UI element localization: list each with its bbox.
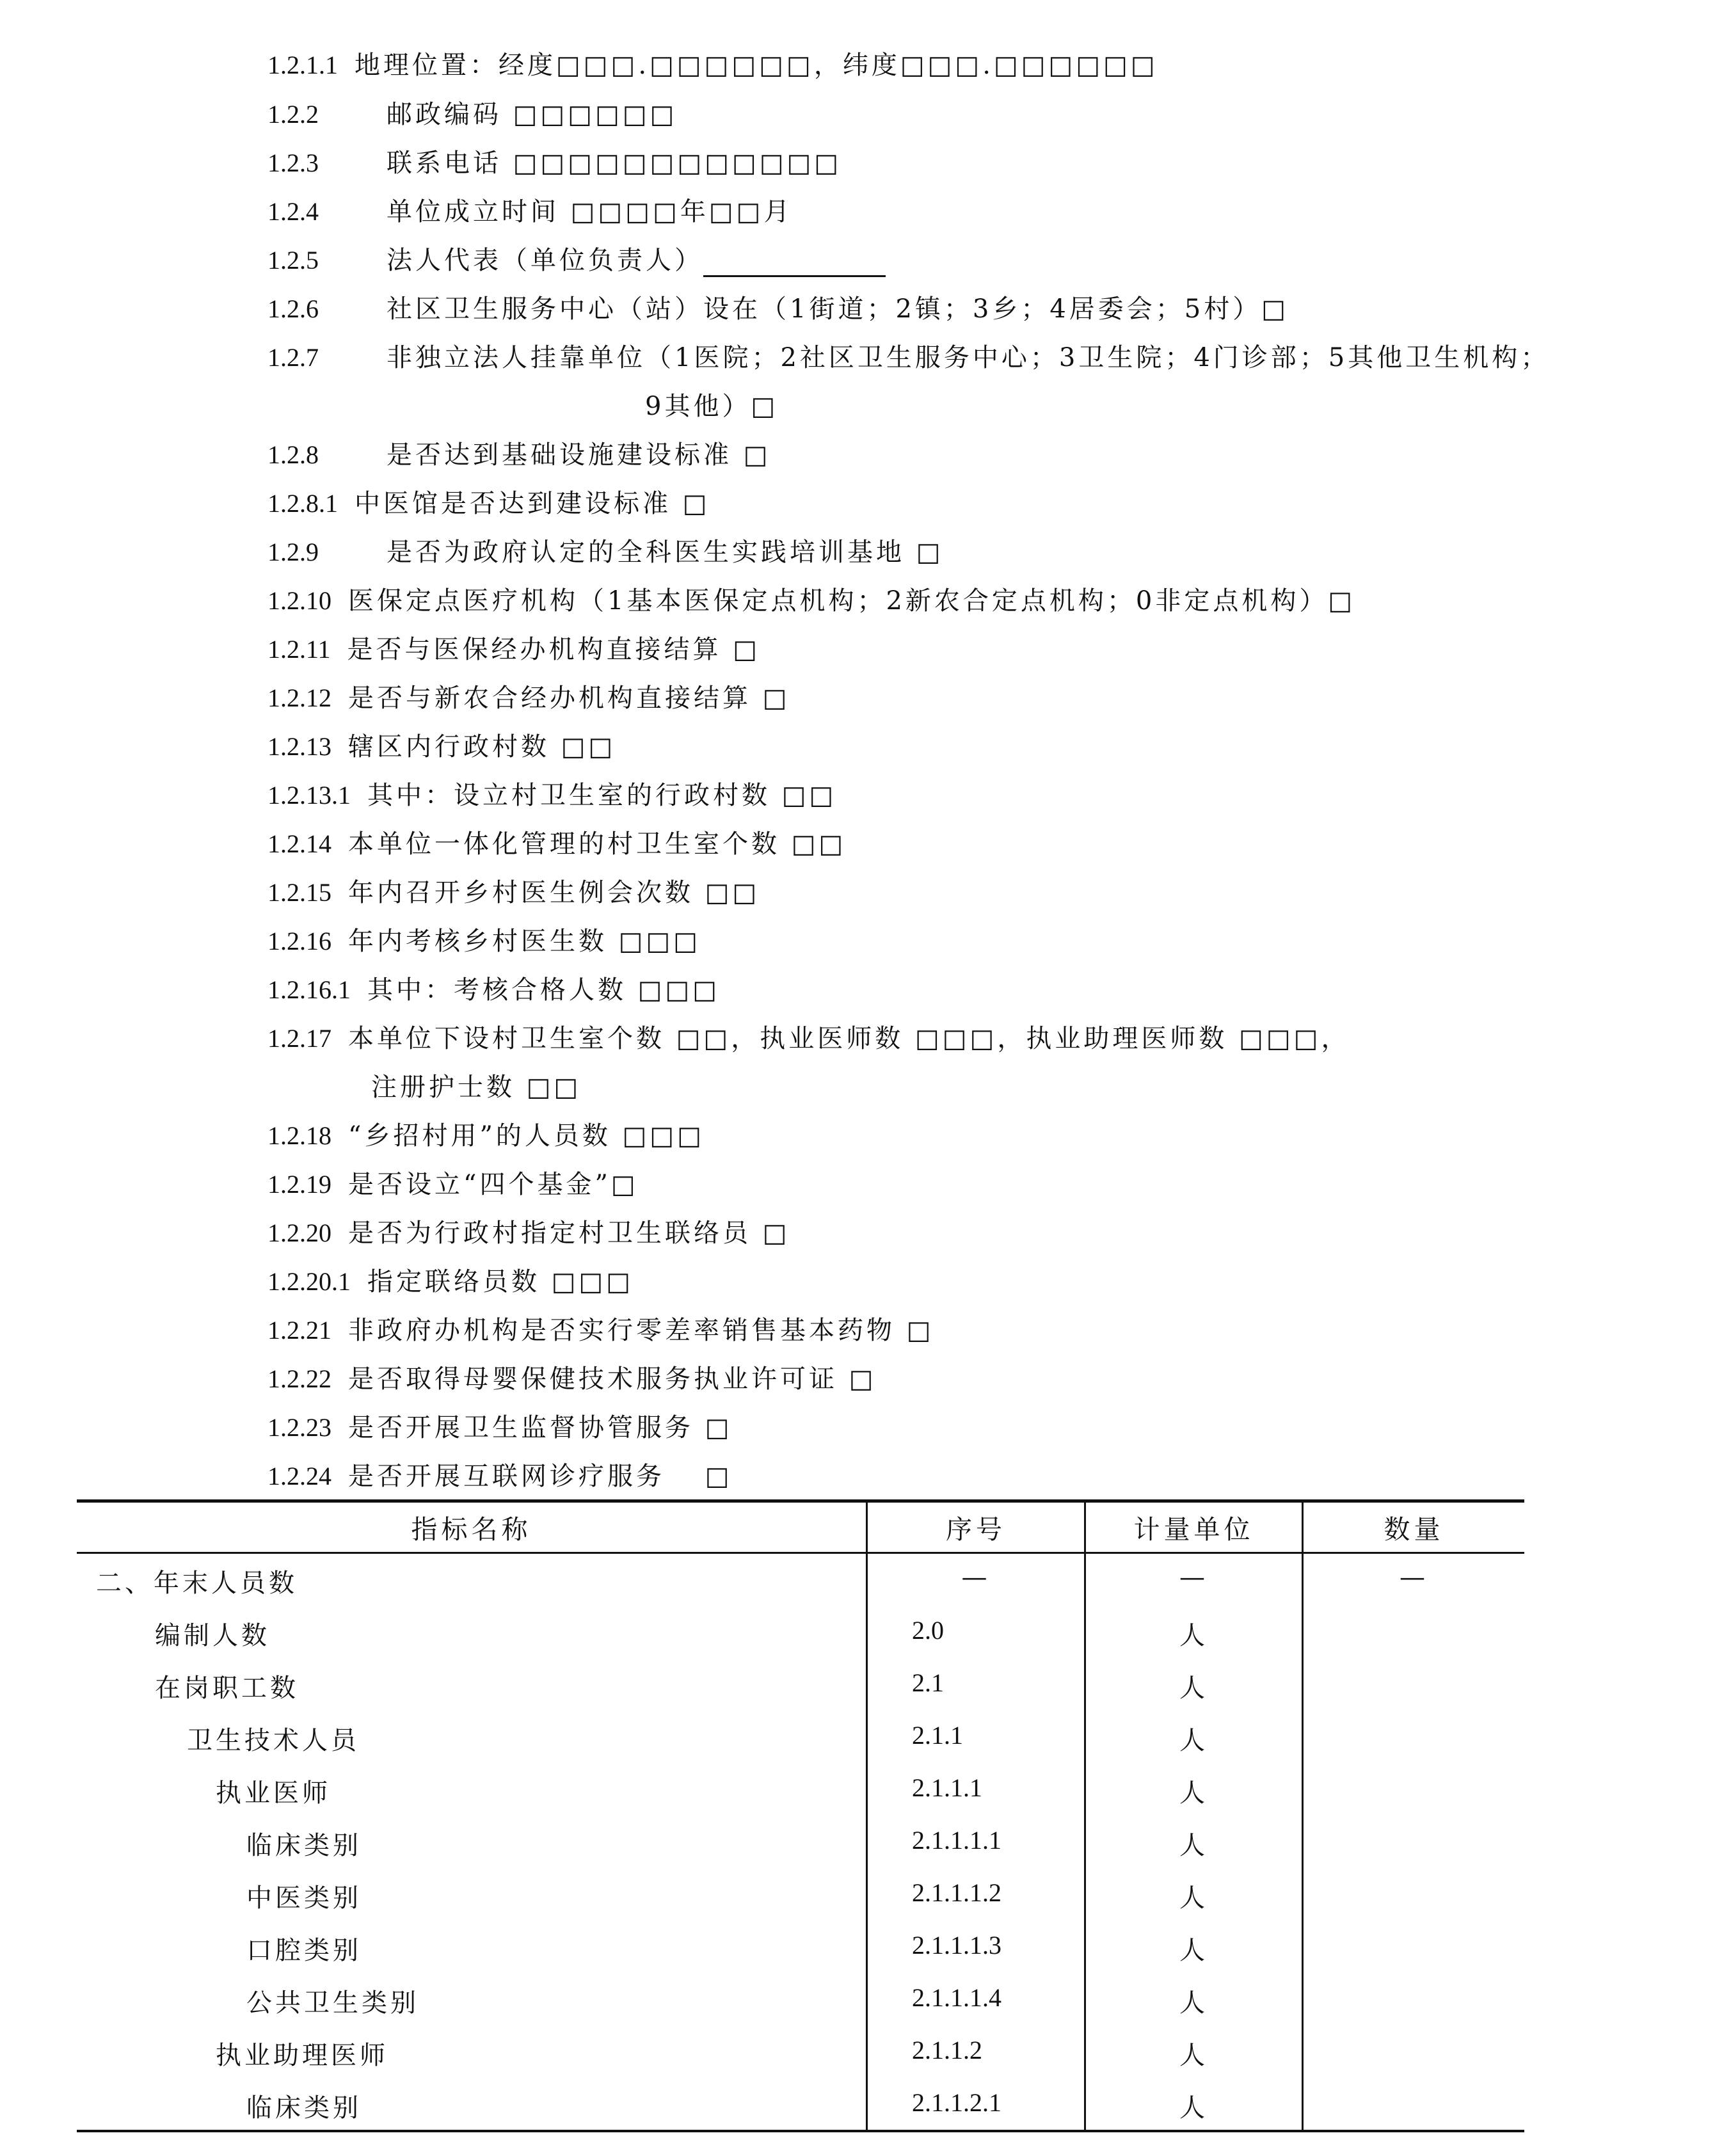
- table-row-unit: 人: [1179, 1673, 1208, 1703]
- table-row-unit: —: [1179, 1563, 1208, 1592]
- item-text: 本单位一体化管理的村卫生室个数 □□: [348, 829, 847, 859]
- item-number: 1.2.6: [267, 294, 319, 323]
- item-number: 1.2.16: [267, 927, 331, 955]
- item-text: 其中：设立村卫生室的行政村数 □□: [367, 781, 837, 810]
- table-row-name: 执业医师: [216, 1778, 331, 1808]
- table-row-unit: 人: [1179, 1936, 1208, 1965]
- table-row-seq: 2.0: [912, 1616, 944, 1645]
- table-row-name: 临床类别: [246, 1831, 362, 1860]
- form-item-1-2-19: [267, 1168, 639, 1201]
- item-number: 1.2.9: [267, 538, 319, 566]
- header-quantity: 数量: [1384, 1514, 1444, 1545]
- form-item-1-2-4: [267, 195, 792, 228]
- table-row-seq: 2.1.1.1: [912, 1773, 982, 1802]
- header-indicator-name: 指标名称: [411, 1514, 532, 1545]
- column-divider: [1302, 1501, 1304, 2130]
- item-text: 是否开展互联网诊疗服务 □: [348, 1462, 733, 1491]
- table-row-name: 在岗职工数: [155, 1673, 299, 1703]
- table-row-unit: 人: [1179, 1778, 1208, 1808]
- item-number: 1.2.12: [267, 683, 331, 712]
- item-text: “乡招村用”的人员数 □□□: [348, 1121, 705, 1151]
- form-item-1-2-14: [267, 827, 846, 861]
- form-item-1-2-15: [267, 876, 760, 909]
- item-text: 是否为政府认定的全科医生实践培训基地 □: [387, 538, 944, 567]
- item-text: 非政府办机构是否实行零差率销售基本药物 □: [348, 1316, 934, 1345]
- table-row-name: 编制人数: [155, 1621, 270, 1650]
- form-item-1-2-7-continuation: 9其他）□: [645, 392, 779, 421]
- form-item-1-2-9: [267, 536, 944, 569]
- item-number: 1.2.8: [267, 440, 319, 469]
- table-row-unit: 人: [1179, 1621, 1208, 1650]
- table-row-unit: 人: [1179, 1831, 1208, 1860]
- table-row-seq: 2.1.1.2.1: [912, 2088, 1001, 2117]
- item-text: 其中：考核合格人数 □□□: [367, 975, 721, 1005]
- form-item-1-2-22: [267, 1362, 877, 1396]
- item-number: 1.2.1.1: [267, 51, 338, 79]
- form-item-1-2-16-1: [267, 973, 720, 1007]
- table-row-name: 中医类别: [246, 1883, 362, 1913]
- table-row-seq: 2.1.1.1.3: [912, 1931, 1001, 1960]
- item-number: 1.2.2: [267, 100, 319, 129]
- item-number: 1.2.20.1: [267, 1267, 351, 1296]
- form-item-1-2-16: [267, 925, 701, 958]
- form-item-1-2-6: [267, 292, 1289, 326]
- table-row-name: 口腔类别: [246, 1936, 362, 1965]
- item-text: 辖区内行政村数 □□: [348, 732, 616, 762]
- item-number: 1.2.18: [267, 1121, 331, 1150]
- form-item-1-2-21: [267, 1314, 934, 1347]
- fill-in-line[interactable]: [703, 252, 886, 277]
- item-number: 1.2.5: [267, 246, 319, 275]
- item-number: 1.2.14: [267, 829, 331, 858]
- item-text: 是否与医保经办机构直接结算 □: [347, 635, 761, 664]
- table-row-unit: 人: [1179, 1726, 1208, 1755]
- form-item-1-2-12: [267, 682, 790, 715]
- form-item-1-2-13-1: [267, 779, 836, 812]
- item-text: 指定联络员数 □□□: [367, 1267, 634, 1297]
- item-number: 1.2.7: [267, 343, 319, 372]
- form-item-1-2-2: [267, 98, 677, 131]
- table-row-unit: 人: [1179, 2093, 1208, 2123]
- table-row-seq: 2.1.1.2: [912, 2036, 982, 2064]
- item-text: 法人代表（单位负责人）: [387, 246, 703, 275]
- item-number: 1.2.13.1: [267, 781, 351, 810]
- form-item-1-2-23: [267, 1411, 733, 1444]
- item-number: 1.2.16.1: [267, 975, 351, 1004]
- item-text: 非独立法人挂靠单位（1医院；2社区卫生服务中心；3卫生院；4门诊部；5其他卫生机构；: [387, 343, 1550, 372]
- table-bottom-rule: [77, 2130, 1524, 2132]
- form-item-1-2-17: [267, 1022, 1350, 1055]
- table-row-unit: 人: [1179, 1988, 1208, 2018]
- form-item-1-2-24: [267, 1460, 733, 1493]
- item-text: 是否为行政村指定村卫生联络员 □: [348, 1218, 790, 1248]
- item-number: 1.2.19: [267, 1170, 331, 1199]
- form-item-1-2-18: [267, 1119, 705, 1153]
- form-item-1-2-13: [267, 730, 616, 763]
- form-item-1-2-1-1: [267, 49, 1158, 82]
- header-unit: 计量单位: [1133, 1514, 1254, 1545]
- form-item-1-2-10: [267, 584, 1355, 618]
- form-item-1-2-11: [267, 633, 760, 666]
- item-number: 1.2.11: [267, 635, 331, 664]
- item-text: 社区卫生服务中心（站）设在（1街道；2镇；3乡；4居委会；5村）□: [387, 294, 1289, 324]
- item-text: 单位成立时间 □□□□年□□月: [387, 197, 793, 227]
- table-row-name: 公共卫生类别: [246, 1988, 419, 2018]
- item-text: 年内考核乡村医生数 □□□: [348, 927, 701, 956]
- form-item-1-2-8: [267, 438, 771, 472]
- item-text: 是否开展卫生监督协管服务 □: [348, 1413, 733, 1442]
- form-item-1-2-20: [267, 1217, 790, 1250]
- item-number: 1.2.23: [267, 1413, 331, 1442]
- item-number: 1.2.3: [267, 148, 319, 177]
- table-row-seq: 2.1.1: [912, 1721, 963, 1750]
- item-text: 中医馆是否达到建设标准 □: [355, 489, 710, 518]
- table-row-qty[interactable]: —: [1400, 1563, 1428, 1592]
- item-number: 1.2.15: [267, 878, 331, 907]
- form-item-1-2-7: [267, 341, 1549, 374]
- item-text: 本单位下设村卫生室个数 □□，执业医师数 □□□，执业助理医师数 □□□，: [348, 1024, 1350, 1053]
- table-row-unit: 人: [1179, 2041, 1208, 2070]
- item-number: 1.2.21: [267, 1316, 331, 1345]
- header-sequence: 序号: [946, 1514, 1006, 1545]
- table-row-seq: 2.1.1.1.4: [912, 1983, 1001, 2012]
- table-row-seq: —: [961, 1563, 991, 1592]
- table-row-seq: 2.1: [912, 1668, 944, 1697]
- table-row-name: 卫生技术人员: [187, 1726, 360, 1755]
- form-item-1-2-8-1: [267, 487, 710, 520]
- form-item-1-2-20-1: [267, 1265, 634, 1298]
- table-row-unit: 人: [1179, 1883, 1208, 1913]
- table-row-name: 临床类别: [246, 2093, 362, 2123]
- column-divider: [866, 1501, 868, 2130]
- item-text: 联系电话 □□□□□□□□□□□□: [387, 148, 842, 178]
- table-row-seq: 2.1.1.1.1: [912, 1826, 1001, 1855]
- item-number: 1.2.8.1: [267, 489, 338, 518]
- item-number: 1.2.24: [267, 1462, 331, 1490]
- item-text: 地理位置：经度□□□.□□□□□□，纬度□□□.□□□□□□: [355, 51, 1158, 80]
- item-number: 1.2.4: [267, 197, 319, 226]
- table-row-name: 执业助理医师: [216, 2041, 388, 2070]
- item-text: 医保定点医疗机构（1基本医保定点机构；2新农合定点机构；0非定点机构）□: [348, 586, 1356, 616]
- item-number: 1.2.22: [267, 1364, 331, 1393]
- item-text: 邮政编码 □□□□□□: [387, 100, 678, 129]
- table-header-rule: [77, 1552, 1524, 1554]
- item-text: 年内召开乡村医生例会次数 □□: [348, 878, 760, 907]
- table-row-name: 二、年末人员数: [96, 1569, 298, 1598]
- form-item-1-2-3: [267, 147, 842, 180]
- item-number: 1.2.20: [267, 1218, 331, 1247]
- item-number: 1.2.13: [267, 732, 331, 761]
- item-text: 是否达到基础设施建设标准 □: [387, 440, 771, 470]
- table-row-seq: 2.1.1.1.2: [912, 1878, 1001, 1907]
- item-number: 1.2.17: [267, 1024, 331, 1053]
- form-item-1-2-17-continuation: 注册护士数 □□: [371, 1073, 582, 1102]
- item-text: 是否设立“四个基金”□: [348, 1170, 639, 1199]
- item-text: 是否与新农合经办机构直接结算 □: [348, 683, 790, 713]
- form-item-1-2-5: [267, 244, 886, 277]
- item-text: 是否取得母婴保健技术服务执业许可证 □: [348, 1364, 877, 1394]
- item-number: 1.2.10: [267, 586, 331, 615]
- table-top-rule: [77, 1499, 1524, 1503]
